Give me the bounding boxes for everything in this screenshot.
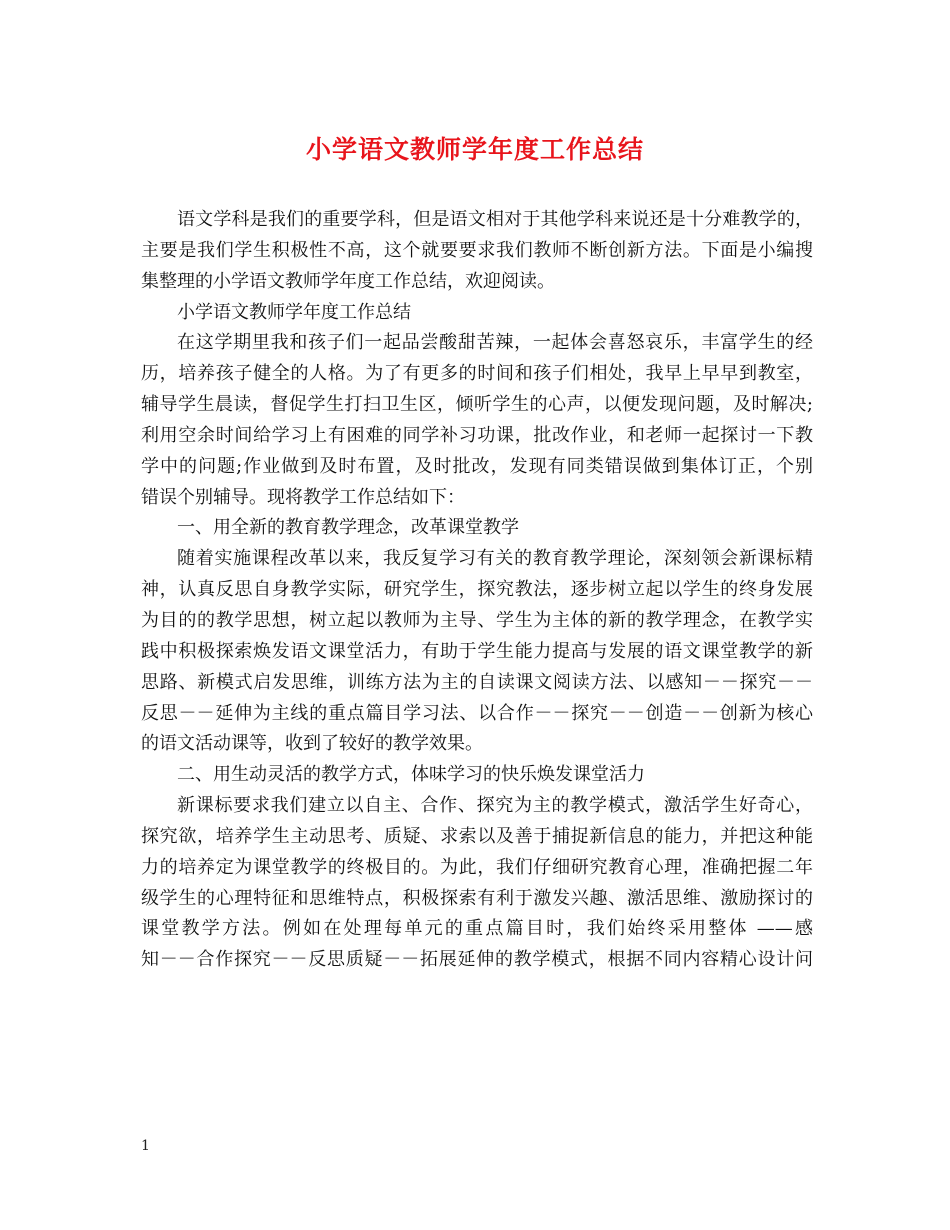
text-line: 一、用全新的教育教学理念，改革课堂教学: [177, 517, 519, 539]
text-line: 思路、新模式启发思维，训练方法为主的自读课文阅读方法、以感知－－探究－－: [141, 671, 813, 693]
paragraph-intro: [141, 205, 813, 298]
page-number: 1: [141, 1138, 150, 1154]
text-line: 践中积极探索焕发语文课堂活力，有助于学生能力提高与发展的语文课堂教学的新: [141, 640, 813, 662]
text-line: 神，认真反思自身教学实际，研究学生，探究教法，逐步树立起以学生的终身发展: [141, 579, 813, 601]
text-line: 的语文活动课等，收到了较好的教学效果。: [141, 733, 483, 755]
paragraph-section-2: [141, 791, 813, 976]
text-line: 小学语文教师学年度工作总结: [177, 301, 411, 323]
text-line: 语文学科是我们的重要学科，但是语文相对于其他学科来说还是十分难教学的，: [177, 209, 813, 230]
text-line: 反思－－延伸为主线的重点篇目学习法、以合作－－探究－－创造－－创新为核心: [141, 702, 813, 724]
text-line: 历，培养孩子健全的人格。为了有更多的时间和孩子们相处，我早上早早到教室，: [141, 363, 813, 385]
section-heading-2: [141, 760, 813, 791]
text-line: 探究欲，培养学生主动思考、质疑、求索以及善于捕捉新信息的能力，并把这种能: [141, 825, 813, 847]
text-line: 随着实施课程改革以来，我反复学习有关的教育教学理论，深刻领会新课标精: [177, 548, 813, 570]
text-line: 知－－合作探究－－反思质疑－－拓展延伸的教学模式，根据不同内容精心设计问: [141, 949, 813, 971]
text-line: 学中的问题;作业做到及时布置，及时批改，发现有同类错误做到集体订正，个别: [141, 455, 813, 477]
section-heading-1: [141, 513, 813, 544]
text-line: 错误个别辅导。现将教学工作总结如下：: [141, 486, 465, 508]
text-line: 在这学期里我和孩子们一起品尝酸甜苦辣，一起体会喜怒哀乐，丰富学生的经: [177, 332, 813, 354]
document-title: 小学语文教师学年度工作总结: [305, 135, 644, 164]
text-line: 主要是我们学生积极性不高，这个就要要求我们教师不断创新方法。下面是小编搜: [141, 239, 813, 261]
paragraph-subtitle: [141, 298, 813, 329]
text-line: 为目的的教学思想，树立起以教师为主导、学生为主体的新的教学理念，在教学实: [141, 609, 813, 631]
paragraph-section-1: [141, 544, 813, 760]
text-line: 二、用生动灵活的教学方式，体味学习的快乐焕发课堂活力: [177, 764, 645, 786]
document-body: [141, 205, 813, 976]
text-line: 辅导学生晨读，督促学生打扫卫生区，倾听学生的心声，以便发现问题，及时解决;: [141, 394, 813, 416]
text-line: 力的培养定为课堂教学的终极目的。为此，我们仔细研究教育心理，准确把握二年: [141, 856, 813, 878]
text-line: 课堂教学方法。例如在处理每单元的重点篇目时，我们始终采用整体 ——感: [141, 918, 813, 940]
paragraph-overview: [141, 328, 813, 513]
text-line: 级学生的心理特征和思维特点，积极探索有利于激发兴趣、激活思维、激励探讨的: [141, 887, 813, 909]
text-line: 利用空余时间给学习上有困难的同学补习功课，批改作业，和老师一起探讨一下教: [141, 424, 813, 446]
text-line: 集整理的小学语文教师学年度工作总结，欢迎阅读。: [141, 270, 555, 292]
text-line: 新课标要求我们建立以自主、合作、探究为主的教学模式，激活学生好奇心，: [177, 795, 813, 817]
